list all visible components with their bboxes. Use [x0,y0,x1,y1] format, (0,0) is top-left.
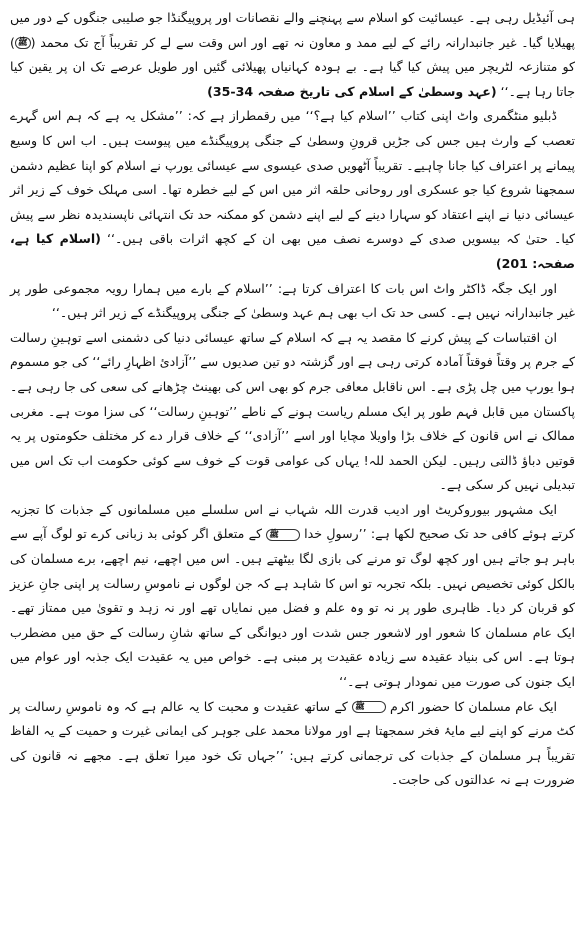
citation-reference: (عہد وسطیٰ کے اسلام کی تاریخ صفحہ 34-35) [207,83,497,99]
salutation-mark: ﷺ [352,701,386,713]
paragraph-text: کے متعلق اگر کوئی بد زبانی کرے تو لوگ آپے سے باہر ہو جاتے ہیں اور کچھ لوگ تو مرنے کی بازی لگا بیٹھتے ہیں۔ اس میں اچھے، نیم اچھے، برے مسلمان کی بالکل کوئی تخصیص نہیں۔ بلکہ تجربہ تو اس کا شاہد ہے کہ جن لوگوں نے ناموسِ رسالت پر اپنی جانِ عزیز کو قربان کر دیا۔ ظاہری طور پر نہ تو وہ علم و فضل میں نمایاں تھے اور نہ زہد و تقویٰ میں ممتاز تھے۔ ایک عام مسلمان کا شعور اور لاشعور جس شدت اور دیوانگی کے ساتھ شانِ رسالت کے حق میں مضطرب ہوتا ہے۔ اس کی بنیاد عقیدہ سے زیادہ عقیدت پر مبنی ہے۔ خواص میں یہ عقیدت ایک جذبہ اور عوام میں ایک جنون کی صورت میں نمودار ہوتی ہے۔‘‘ [10,526,575,690]
paragraph-text: ہی آئیڈیل رہی ہے۔ عیسائیت کو اسلام سے پہنچنے والے نقصانات اور پروپیگنڈا جو صلیبی جنگوں کے دور میں پھیلایا گیا۔ غیر جانبدارانہ رائے کے لیے ممد و معاون نہ تھے اور اس وقت سے لے کر تقریباً آج تک محمد ( [10,10,575,50]
paragraph-text: ایک مشہور بیوروکریٹ اور ادیب قدرت اللہ شہاب نے اس سلسلے میں مسلمانوں کے جذبات کا تجزیہ کرتے ہوئے کافی حد تک صحیح لکھا ہے: ’’رسولِ خدا [10,501,575,542]
body-paragraph [10,277,575,326]
paragraph-text: ) کو متنازعہ لٹریچر میں پیش کیا گیا ہے۔ بے ہودہ کہانیاں پھیلائی گئیں اور طویل عرصے تک ان پر یقین کیا جاتا رہا ہے۔‘‘ [10,34,575,99]
body-paragraph [10,6,575,104]
paragraph-text: ڈبلیو منٹگمری واٹ اپنی کتاب ’’اسلام کیا ہے؟‘‘ میں رقمطراز ہے کہ: ’’مشکل یہ ہے کہ ہم اس گہرے تعصب کے وارث ہیں جس کی جڑیں قرونِ وسطیٰ کے جنگی پروپیگنڈے میں پیوست ہیں۔ اب اس کا وسیع پیمانے پر اعتراف کیا جانا چاہیے۔ تقریباً آٹھویں صدی عیسوی سے عیسائی یورپ نے اسلام کو اپنا عظیم دشمن سمجھنا شروع کیا جو عسکری اور روحانی حلقہ اثر میں اس کے لیے خطرہ تھا۔ اسی مہلک خوف کے زیر اثر عیسائی دنیا نے اپنے اعتقاد کو سہارا دینے کے لیے اپنے دشمن کو ممکنہ حد تک انتہائی ناپسندیدہ نظر سے پیش کیا۔ حتیٰ کہ بیسویں صدی کے دوسرے نصف میں بھی ان کے کچھ اثرات باقی ہیں۔‘‘ [10,108,575,247]
paragraph-text: کے ساتھ عقیدت و محبت کا یہ عالم ہے کہ وہ ناموسِ رسالت پر کٹ مرنے کو اپنے لیے مایۂ فخر سمجھتا ہے اور مولانا محمد علی جوہر کی ایمانی غیرت و حمیت کے یہ الفاظ تقریباً ہر مسلمان کے جذبات کی ترجمانی کرتے ہیں: ’’جہاں تک خود میرا تعلق ہے۔ مجھے نہ قانون کی ضرورت ہے نہ عدالتوں کی حاجت۔ [10,698,575,788]
paragraph-text: ان اقتباسات کے پیش کرنے کا مقصد یہ ہے کہ اسلام کے ساتھ عیسائی دنیا کی دشمنی اسے توہینِ رسالت کے جرم پر وقتاً فوقتاً آمادہ کرتی رہی ہے اور گزشتہ دو تین صدیوں سے ’’آزادیٔ اظہارِ رائے‘‘ کی جو مسموم ہوا یورپ میں چل پڑی ہے۔ اس ناقابل معافی جرم کو بھی اس کی بھینٹ چڑھانے کی سعی کی جا رہی ہے۔ پاکستان میں قابل فہم طور پر ایک مسلم ریاست ہونے کے ناطے ’’توہینِ رسالت‘‘ کی سزا موت ہے۔ مغربی ممالک نے اس قانون کے خلاف بڑا واویلا مچایا اور اسے ’’آزادی‘‘ کے خلاف قرار دے کر مختلف حکومتوں پر یہ قوتیں دباؤ ڈالتی رہیں۔ لیکن الحمد للہ! یہاں کی عوامی قوت کے خوف سے کوئی حکومت اب تک اس میں تبدیلی نہیں کر سکی ہے۔ [10,329,575,493]
salutation-mark: ﷺ [15,37,31,49]
body-paragraph [10,104,575,276]
body-paragraph [10,498,575,695]
body-paragraph [10,695,575,793]
citation-reference: (اسلام کیا ہے، صفحہ: 201) [10,231,575,271]
paragraph-text: اور ایک جگہ ڈاکٹر واٹ اس بات کا اعتراف کرتا ہے: ’’اسلام کے بارے میں ہمارا رویہ مجموعی طور پر غیر جانبدارانہ نہیں ہے۔ کسی حد تک اب بھی ہم عہد وسطیٰ کے جنگی پروپیگنڈے کے زیر اثر ہیں۔‘‘ [10,280,575,321]
body-paragraph [10,326,575,498]
salutation-mark: ﷺ [266,529,300,541]
paragraph-text: ایک عام مسلمان کا حضور اکرم [385,698,558,714]
